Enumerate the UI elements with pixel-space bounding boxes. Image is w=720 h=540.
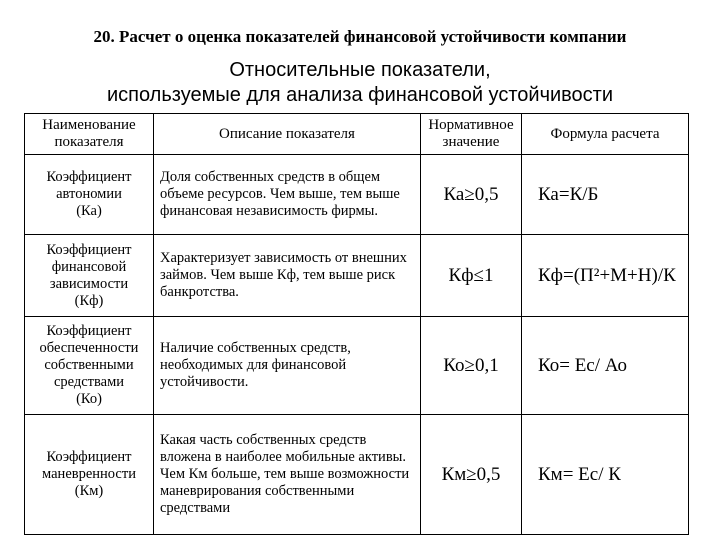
name-line: Коэффициент [46, 323, 132, 339]
table-header-row [25, 114, 689, 155]
name-line: собственными [44, 357, 134, 373]
table-row [25, 415, 689, 535]
row-description: Характеризует зависимость от внешних займов. Чем выше Кф, тем выше риск банкротства. [154, 235, 421, 317]
header-norm: Нормативное значение [421, 114, 522, 155]
name-line: средствами [53, 374, 125, 390]
row-formula: Ка=К/Б [522, 155, 689, 235]
name-line: финансовой [51, 258, 127, 275]
name-line: обеспеченности [39, 340, 139, 356]
row-norm: Км≥0,5 [421, 415, 522, 535]
row-formula: Ко= Ес/ Ао [522, 317, 689, 415]
name-line: Коэффициент [46, 449, 132, 465]
row-name [25, 155, 154, 235]
name-line: автономии [56, 186, 122, 202]
name-line: (Ка) [76, 203, 102, 219]
header-name: Наименование показателя [25, 114, 154, 155]
name-line: (Км) [74, 483, 104, 499]
table-row [25, 317, 689, 415]
name-line: маневренности [42, 466, 136, 482]
row-name [25, 235, 154, 317]
slide-subtitle [0, 58, 720, 108]
page-heading: 20. Расчет о оценка показателей финансовой устойчивости компании [93, 27, 627, 46]
row-norm: Ка≥0,5 [421, 155, 522, 235]
subtitle-line-2: используемые для анализа финансовой устойчивости [106, 84, 614, 106]
row-norm: Ко≥0,1 [421, 317, 522, 415]
header-description: Описание показателя [154, 114, 421, 155]
subtitle-line-1: Относительные показатели, [229, 59, 491, 81]
indicators-table [24, 113, 689, 535]
row-formula: Кф=(П²+М+Н)/К [522, 235, 689, 317]
name-line: (Ко) [76, 391, 102, 407]
name-line: Коэффициент [46, 169, 132, 185]
name-line: Коэффициент [46, 241, 132, 258]
name-line: зависимости [49, 275, 129, 292]
table-row [25, 155, 689, 235]
row-description: Доля собственных средств в общем объеме ресурсов. Чем выше, тем выше финансовая независимость фирмы. [154, 155, 421, 235]
header-formula: Формула расчета [522, 114, 689, 155]
row-description: Какая часть собственных средств вложена в наиболее мобильные активы. Чем Км больше, тем выше возможности маневрирования собственными средствами [154, 415, 421, 535]
row-formula: Км= Ес/ К [522, 415, 689, 535]
row-name [25, 317, 154, 415]
row-name [25, 415, 154, 535]
name-line: (Кф) [74, 292, 104, 309]
row-description: Наличие собственных средств, необходимых для финансовой устойчивости. [154, 317, 421, 415]
table-row [25, 235, 689, 317]
row-norm: Кф≤1 [421, 235, 522, 317]
